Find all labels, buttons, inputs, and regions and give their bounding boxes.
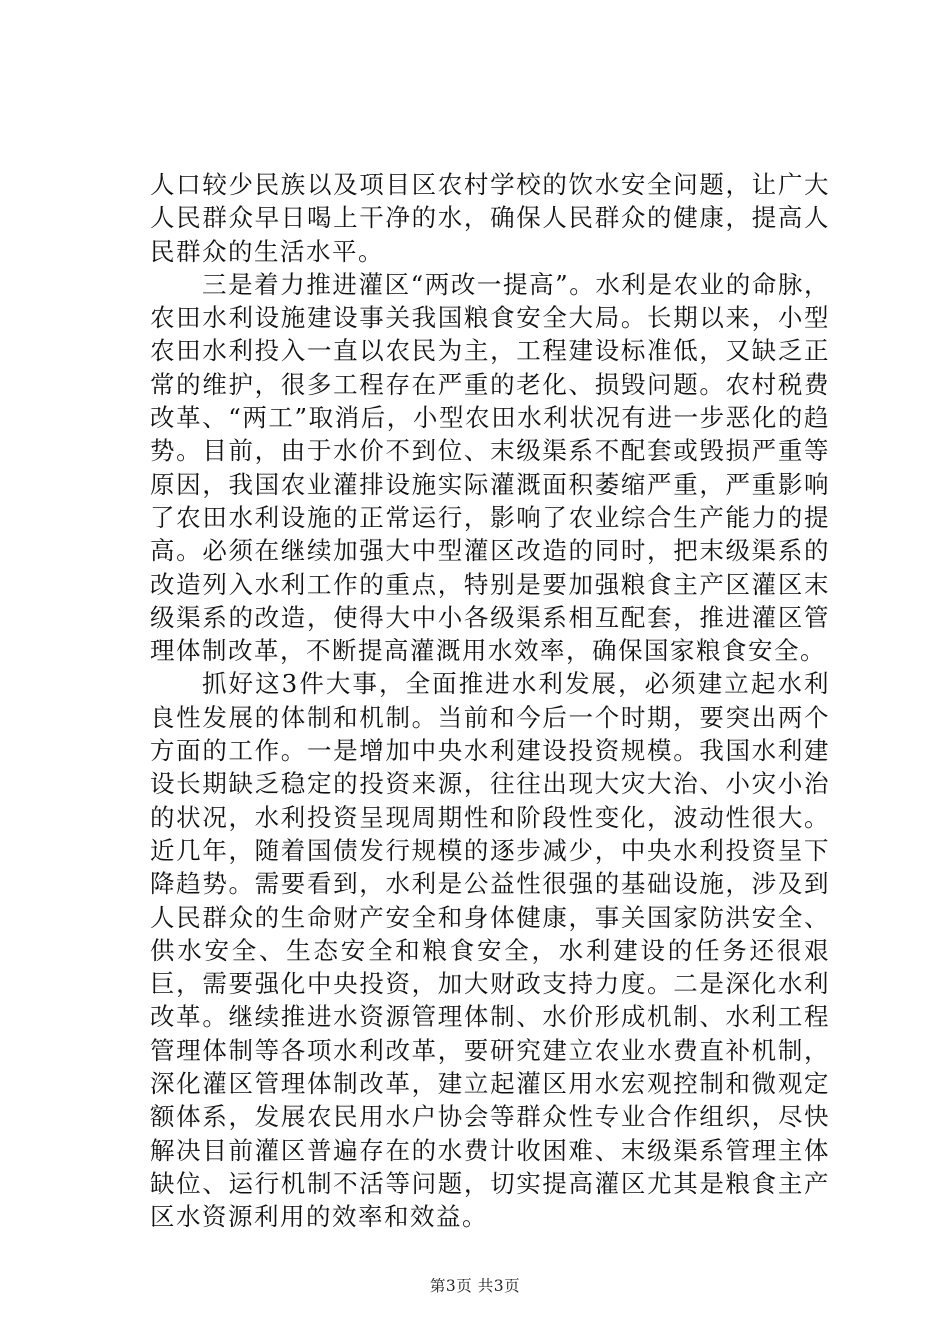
paragraph-1: 人口较少民族以及项目区农村学校的饮水安全问题，让广大人民群众早日喝上干净的水，确保人民群众的健康，提高人民群众的生活水平。 <box>150 170 830 266</box>
paragraph-3: 抓好这3件大事，全面推进水利发展，必须建立起水利良性发展的体制和机制。当前和今后一个时期，要突出两个方面的工作。一是增加中央水利建设投资规模。我国水利建设长期缺乏稳定的投资来源，往往出现大灾大治、小灾小治的状况，水利投资呈现周期性和阶段性变化，波动性很大。近几年，随着国债发行规模的逐步减少，中央水利投资呈下降趋势。需要看到，水利是公益性很强的基础设施，涉及到人民群众的生命财产安全和身体健康，事关国家防洪安全、供水安全、生态安全和粮食安全，水利建设的任务还很艰巨，需要强化中央投资，加大财政支持力度。二是深化水利改革。继续推进水资源管理体制、水价形成机制、水利工程管理体制等各项水利改革，要研究建立农业水费直补机制，深化灌区管理体制改革，建立起灌区用水宏观控制和微观定额体系，发展农民用水户协会等群众性专业合作组织，尽快解决目前灌区普遍存在的水费计收困难、末级渠系管理主体缺位、运行机制不活等问题，切实提高灌区尤其是粮食主产区水资源利用的效率和效益。 <box>150 669 830 1232</box>
paragraph-2: 三是着力推进灌区“两改一提高”。水利是农业的命脉，农田水利设施建设事关我国粮食安全大局。长期以来，小型农田水利投入一直以农民为主，工程建设标准低，又缺乏正常的维护，很多工程存在严重的老化、损毁问题。农村税费改革、“两工”取消后，小型农田水利状况有进一步恶化的趋势。目前，由于水价不到位、末级渠系不配套或毁损严重等原因，我国农业灌排设施实际灌溉面积萎缩严重，严重影响了农田水利设施的正常运行，影响了农业综合生产能力的提高。必须在继续加强大中型灌区改造的同时，把末级渠系的改造列入水利工作的重点，特别是要加强粮食主产区灌区末级渠系的改造，使得大中小各级渠系相互配套，推进灌区管理体制改革，不断提高灌溉用水效率，确保国家粮食安全。 <box>150 269 830 666</box>
document-body <box>150 168 830 1234</box>
page-number-footer: 第3页 共3页 <box>429 1277 521 1295</box>
